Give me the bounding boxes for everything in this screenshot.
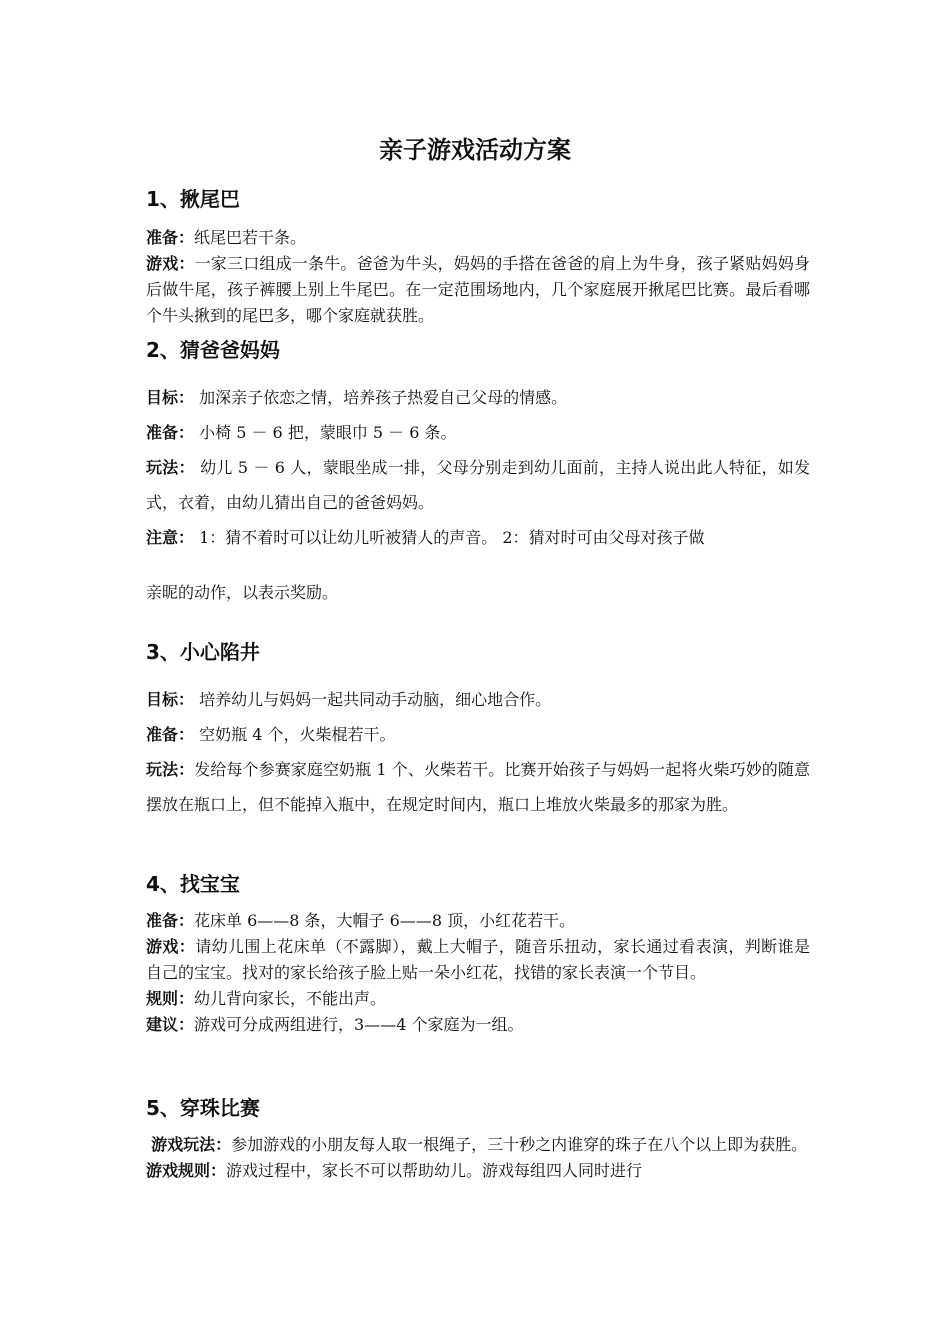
section-heading-5: 5、穿珠比赛 [146, 1096, 260, 1120]
label-note: 注意： [146, 528, 195, 547]
text-play: 一家三口组成一条牛。爸爸为牛头，妈妈的手搭在爸爸的肩上为牛身，孩子紧贴妈妈身后做牛尾，孩子裤腰上别上牛尾巴。在一定范围场地内，几个家庭展开揪尾巴比赛。最后看哪个牛头揪到的尾巴多，哪个家庭就获胜。 [146, 254, 810, 325]
section-heading-3: 3、小心陷井 [146, 640, 260, 664]
label-goal: 目标： [146, 690, 195, 709]
label-prep: 准备： [146, 725, 195, 744]
section-3-body [146, 682, 810, 822]
paragraph-goal [146, 380, 810, 415]
paragraph-prep [146, 717, 810, 752]
text-prep: 空奶瓶 4 个，火柴棍若干。 [199, 725, 396, 744]
section-heading-2: 2、猜爸爸妈妈 [146, 338, 280, 362]
section-heading-1: 1、揪尾巴 [146, 187, 240, 211]
paragraph-prep [146, 225, 810, 251]
paragraph-play [146, 450, 810, 520]
text-play: 发给每个参赛家庭空奶瓶 1 个、火柴若干。比赛开始孩子与妈妈一起将火柴巧妙的随意摆放在瓶口上，但不能掉入瓶中，在规定时间内，瓶口上堆放火柴最多的那家为胜。 [146, 760, 810, 814]
paragraph-rule [146, 986, 810, 1012]
text-play: 参加游戏的小朋友每人取一根绳子，三十秒之内谁穿的珠子在八个以上即为获胜。 [231, 1135, 808, 1154]
text-prep: 纸尾巴若干条。 [194, 228, 307, 247]
paragraph-play [146, 1132, 810, 1158]
paragraph-note-continued: 亲昵的动作，以表示奖励。 [146, 583, 339, 602]
label-rule: 规则： [146, 989, 195, 1008]
text-play: 请幼儿围上花床单（不露脚），戴上大帽子，随音乐扭动，家长通过看表演，判断谁是自己的宝宝。找对的家长给孩子脸上贴一朵小红花，找错的家长表演一个节目。 [146, 937, 810, 982]
text-rule: 幼儿背向家长，不能出声。 [194, 989, 387, 1008]
label-prep: 准备： [146, 911, 195, 930]
paragraph-goal [146, 682, 810, 717]
label-tip: 建议： [146, 1015, 195, 1034]
label-rule: 游戏规则： [146, 1161, 227, 1180]
text-note: 1：猜不着时可以让幼儿听被猜人的声音。 2：猜对时可由父母对孩子做 [199, 528, 705, 547]
paragraph-prep [146, 415, 810, 450]
paragraph-play [146, 934, 810, 986]
label-prep: 准备： [146, 423, 195, 442]
text-goal: 加深亲子依恋之情，培养孩子热爱自己父母的情感。 [199, 388, 568, 407]
paragraph-rule [146, 1158, 810, 1184]
label-play: 玩法： [146, 760, 195, 779]
section-2-body [146, 380, 810, 555]
text-prep: 花床单 6——8 条，大帽子 6——8 顶，小红花若干。 [194, 911, 576, 930]
paragraph-note [146, 520, 810, 555]
paragraph-tip [146, 1012, 810, 1038]
section-1-body [146, 225, 810, 329]
label-play: 游戏玩法： [151, 1135, 232, 1154]
label-goal: 目标： [146, 388, 195, 407]
paragraph-play [146, 752, 810, 822]
label-prep: 准备： [146, 228, 195, 247]
text-rule: 游戏过程中，家长不可以帮助幼儿。游戏每组四人同时进行 [226, 1161, 643, 1180]
label-play: 游戏： [146, 937, 196, 956]
section-heading-4: 4、找宝宝 [146, 872, 240, 896]
text-play: 幼儿 5 － 6 人，蒙眼坐成一排，父母分别走到幼儿面前，主持人说出此人特征，如发式，衣着，由幼儿猜出自己的爸爸妈妈。 [146, 458, 810, 512]
paragraph-prep [146, 908, 810, 934]
section-5-body [146, 1132, 810, 1184]
section-4-body [146, 908, 810, 1038]
label-play: 游戏： [146, 254, 195, 273]
text-tip: 游戏可分成两组进行，3——4 个家庭为一组。 [194, 1015, 524, 1034]
label-play: 玩法： [146, 458, 195, 477]
page-title: 亲子游戏活动方案 [379, 136, 571, 164]
text-goal: 培养幼儿与妈妈一起共同动手动脑，细心地合作。 [199, 690, 552, 709]
text-prep: 小椅 5 － 6 把，蒙眼巾 5 － 6 条。 [199, 423, 457, 442]
paragraph-play [146, 251, 810, 329]
